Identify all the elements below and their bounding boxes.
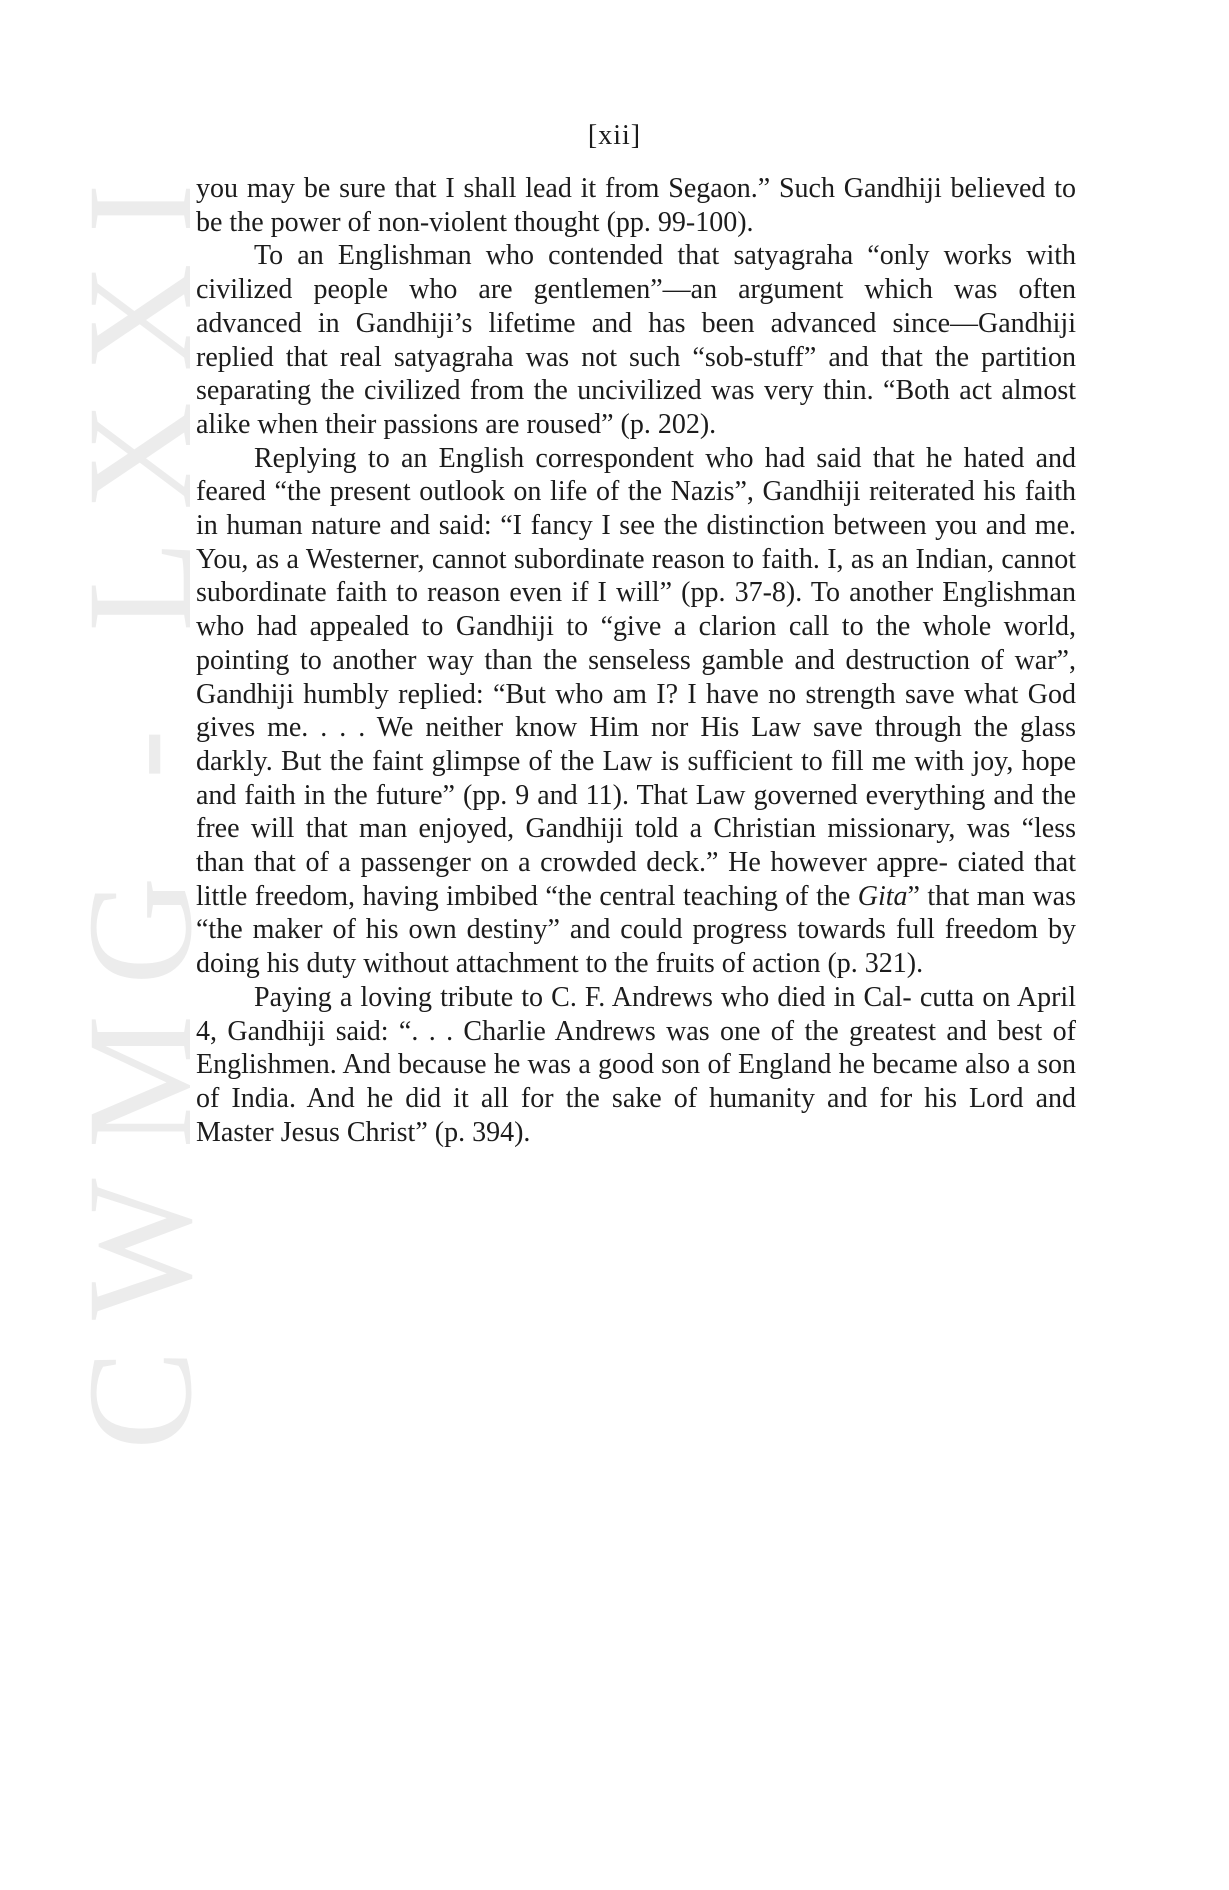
body-text bbox=[196, 172, 1076, 1149]
paragraph-3 bbox=[196, 442, 1076, 981]
watermark: CWMG - LXXI bbox=[57, 153, 223, 1450]
paragraph-3-text: Replying to an English correspondent who had said that he hated and feared “the present outlook on life of the Nazis”, Gandhiji reiterated his faith in human nature and said: “I fancy I see the distinction between you and me. You, as a Westerner, cannot subordinate reason to faith. I, as an Indian, cannot subordinate faith to reason even if I will” (pp. 37-8). To another Englishman who had appealed to Gandhiji to “give a clarion call to the whole world, pointing to another way than the senseless gamble and destruction of war”, Gandhiji humbly replied: “But who am I? I have no strength save what God gives me. . . . We neither know Him nor His Law save through the glass darkly. But the faint glimpse of the Law is sufficient to fill me with joy, hope and faith in the future” (pp. 9 and 11). That Law governed everything and the free will that man enjoyed, Gandhiji told a Christian missionary, was “less than that of a passenger on a crowded deck.” He however appre- ciated that little freedom, having imbibed “the central teaching of the bbox=[196, 442, 1076, 912]
page-number: [xii] bbox=[587, 120, 642, 151]
gita-italic: Gita bbox=[857, 880, 908, 912]
paragraph-4: Paying a loving tribute to C. F. Andrews who died in Cal- cutta on April 4, Gandhiji said: “. . . Charlie Andrews was one of the greatest and best of Englishmen. And because he was a good son of England he became also a son of India. And he did it all for the sake of humanity and for his Lord and Master Jesus Christ” (p. 394). bbox=[196, 981, 1076, 1148]
paragraph-2: To an Englishman who contended that satyagraha “only works with civilized people who are gentlemen”—an argument which was often advanced in Gandhiji’s lifetime and has been advanced since—Gandhiji replied that real satyagraha was not such “sob-stuff” and that the partition separating the civilized from the uncivilized was very thin. “Both act almost alike when their passions are roused” (p. 202). bbox=[196, 240, 1076, 440]
paragraph-3-tail: ” that man was “the maker of his own destiny” and could progress towards full freedom by doing his duty without attachment to the fruits of action (p. 321). bbox=[196, 880, 1077, 980]
paragraph-1: you may be sure that I shall lead it from Segaon.” Such Gandhiji believed to be the power of non-violent thought (pp. 99-100). bbox=[196, 173, 1076, 238]
